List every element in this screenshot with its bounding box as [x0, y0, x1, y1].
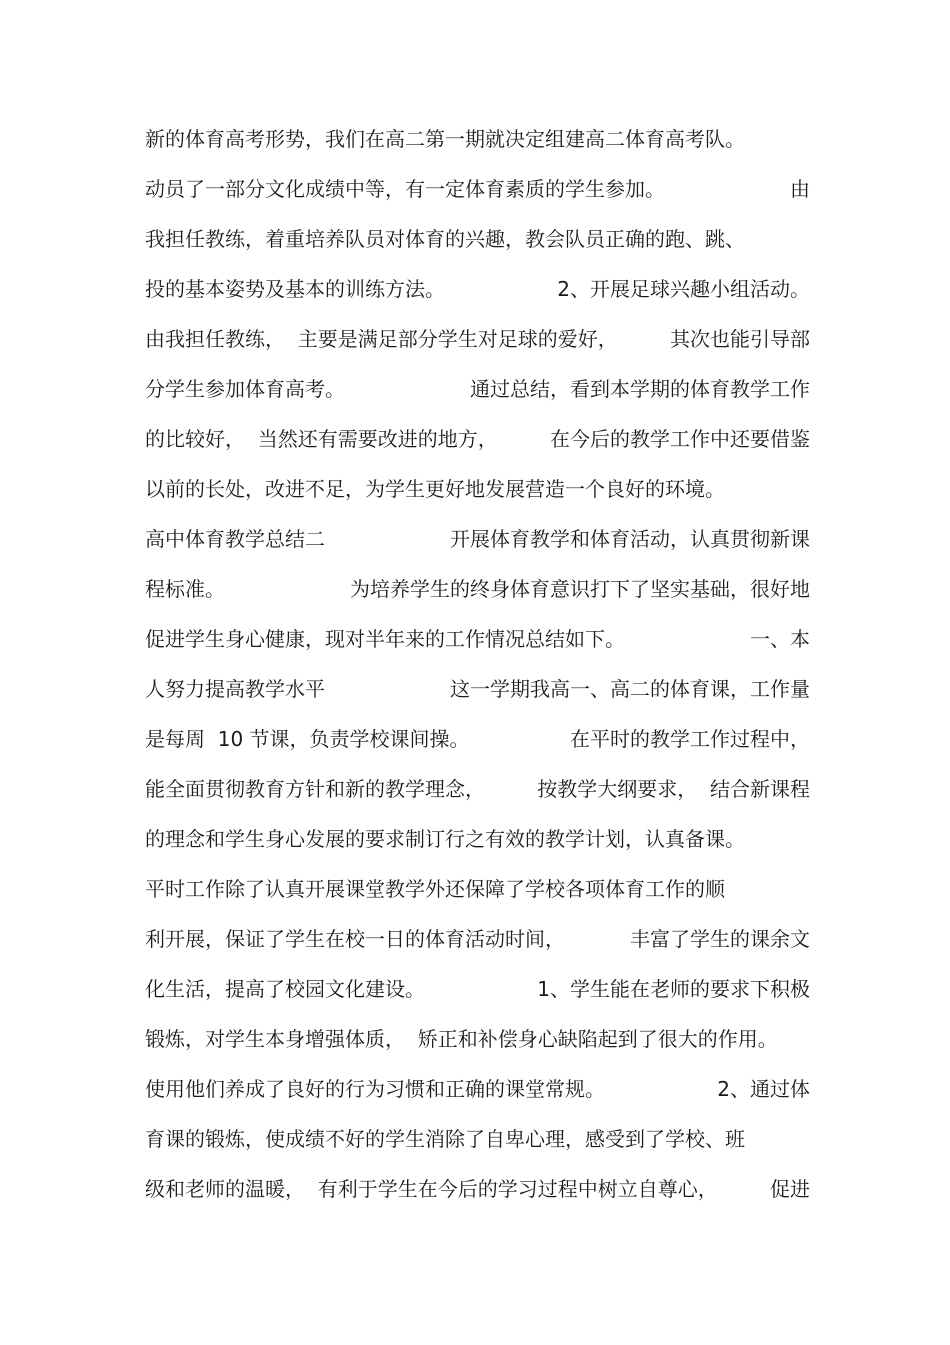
- text-segment: 开展体育教学和体育活动，认真贯彻新课: [450, 527, 810, 551]
- text-line: [145, 170, 810, 220]
- text-line: [145, 770, 810, 820]
- text-line: [145, 1170, 810, 1220]
- text-segment: 在今后的教学工作中还要借鉴: [550, 427, 810, 451]
- text-segment: 以前的长处，改进不足，为学生更好地发展营造一个良好的环境。: [145, 477, 725, 501]
- text-line: [145, 620, 810, 670]
- text-segment: 在平时的教学工作过程中，: [570, 727, 810, 751]
- text-segment: 能全面贯彻教育方针和新的教学理念，: [145, 777, 485, 801]
- text-line: [145, 1120, 810, 1170]
- text-segment: 其次也能引导部: [670, 327, 810, 351]
- text-line: [145, 420, 810, 470]
- text-segment: 高中体育教学总结二: [145, 527, 325, 551]
- text-line: [145, 970, 810, 1020]
- text-line: [145, 870, 810, 920]
- text-segment: 分学生参加体育高考。: [145, 377, 345, 401]
- text-segment: 由我担任教练， 主要是满足部分学生对足球的爱好，: [145, 327, 618, 351]
- text-line: [145, 370, 810, 420]
- text-line: [145, 220, 810, 270]
- text-segment: 的比较好， 当然还有需要改进的地方，: [145, 427, 498, 451]
- text-segment: 新的体育高考形势，我们在高二第一期就决定组建高二体育高考队。: [145, 127, 745, 151]
- text-line: [145, 520, 810, 570]
- text-line: [145, 720, 810, 770]
- text-segment: 动员了一部分文化成绩中等，有一定体育素质的学生参加。: [145, 177, 665, 201]
- text-line: [145, 1020, 810, 1070]
- text-segment: 锻炼，对学生本身增强体质， 矫正和补偿身心缺陷起到了很大的作用。: [145, 1027, 778, 1051]
- text-line: [145, 920, 810, 970]
- text-line: [145, 120, 810, 170]
- text-segment: 2、通过体: [717, 1077, 810, 1101]
- text-segment: 促进: [770, 1177, 810, 1201]
- text-segment: 使用他们养成了良好的行为习惯和正确的课堂常规。: [145, 1077, 605, 1101]
- text-segment: 由: [790, 177, 810, 201]
- text-segment: 育课的锻炼，使成绩不好的学生消除了自卑心理，感受到了学校、班: [145, 1127, 745, 1151]
- text-segment: 通过总结，看到本学期的体育教学工作: [470, 377, 810, 401]
- text-segment: 促进学生身心健康，现对半年来的工作情况总结如下。: [145, 627, 625, 651]
- text-line: [145, 570, 810, 620]
- text-segment: 人努力提高教学水平: [145, 677, 325, 701]
- text-line: [145, 820, 810, 870]
- text-segment: 丰富了学生的课余文: [630, 927, 810, 951]
- text-line: [145, 270, 810, 320]
- text-segment: 投的基本姿势及基本的训练方法。: [145, 277, 445, 301]
- text-line: [145, 320, 810, 370]
- text-segment: 利开展，保证了学生在校一日的体育活动时间，: [145, 927, 565, 951]
- text-segment: 1、学生能在老师的要求下积极: [537, 977, 810, 1001]
- text-segment: 2、开展足球兴趣小组活动。: [557, 277, 810, 301]
- text-line: [145, 670, 810, 720]
- text-segment: 的理念和学生身心发展的要求制订行之有效的教学计划，认真备课。: [145, 827, 745, 851]
- text-segment: 为培养学生的终身体育意识打下了坚实基础，很好地: [350, 577, 810, 601]
- text-segment: 一、本: [750, 627, 810, 651]
- text-segment: 化生活，提高了校园文化建设。: [145, 977, 425, 1001]
- text-segment: 程标准。: [145, 577, 225, 601]
- text-segment: 级和老师的温暖， 有利于学生在今后的学习过程中树立自尊心，: [145, 1177, 718, 1201]
- text-segment: 平时工作除了认真开展课堂教学外还保障了学校各项体育工作的顺: [145, 877, 725, 901]
- text-line: [145, 470, 810, 520]
- document-body: [145, 120, 810, 1220]
- text-segment: 我担任教练，着重培养队员对体育的兴趣，教会队员正确的跑、跳、: [145, 227, 745, 251]
- text-segment: 这一学期我高一、高二的体育课，工作量: [450, 677, 810, 701]
- text-segment: 是每周 10 节课，负责学校课间操。: [145, 727, 470, 751]
- text-segment: 按教学大纲要求， 结合新课程: [537, 777, 810, 801]
- text-line: [145, 1070, 810, 1120]
